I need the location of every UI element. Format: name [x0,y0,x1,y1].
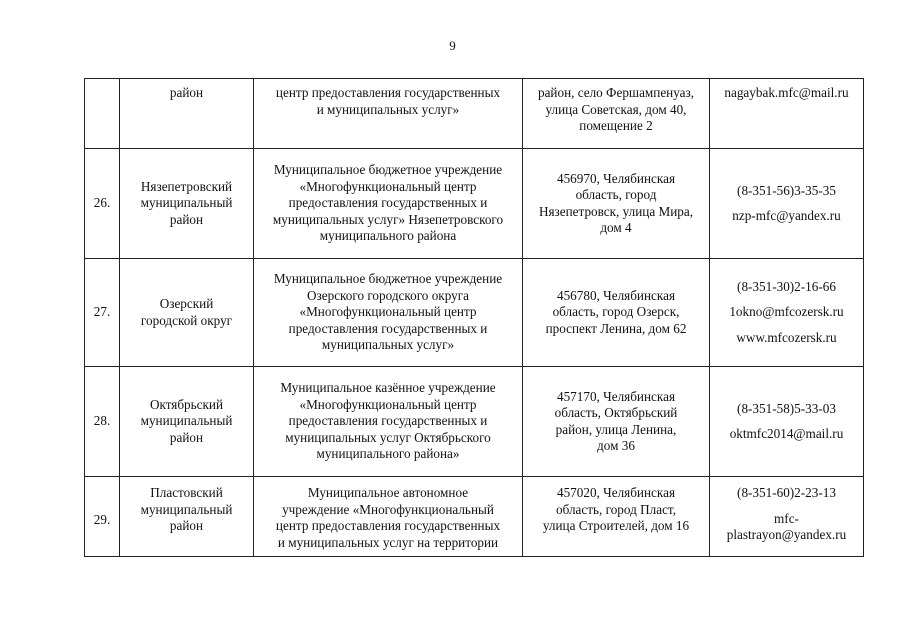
table-row [85,149,864,259]
organization-line: «Многофункциональный центр [299,396,477,412]
organization-line: Муниципальное бюджетное учреждение [273,271,503,287]
address-line: область, город Пласт, [556,501,676,517]
district-cell [120,149,254,259]
organization-line: «Многофункциональный центр [299,178,477,194]
district-line: муниципальный [140,413,233,429]
row-number: 26. [85,149,120,259]
table-row [85,477,864,557]
organization-cell [254,79,523,149]
organization-line: Муниципальное бюджетное учреждение [273,162,503,178]
address-cell [523,367,710,477]
phone-number: (8-351-60)2-23-13 [737,485,836,500]
address-cell [523,149,710,259]
address-line: область, город [575,187,657,202]
organization-line: центр предоставления государственных [275,85,501,100]
table-row [85,259,864,367]
address-cell [523,259,710,367]
organization-line: и муниципальных услуг на территории [277,534,499,550]
phone-number: (8-351-30)2-16-66 [737,278,836,294]
district-line: городской округ [140,312,233,328]
email-link[interactable]: mfc- [774,510,799,526]
district-line: Нязепетровский [140,178,233,194]
organization-line: предоставления государственных и [288,320,488,336]
district-line: район [169,518,204,533]
organization-line: Муниципальное казённое учреждение [280,380,496,396]
page-number: 9 [449,38,456,53]
table-row [85,79,864,149]
organization-line: муниципальных услуг» Нязепетровского [272,211,504,227]
address-line: проспект Ленина, дом 62 [545,320,687,336]
address-cell [523,477,710,557]
contacts-cell [710,367,864,477]
address-line: район, село Фершампенуаз, [537,85,695,100]
email-link[interactable]: nzp-mfc@yandex.ru [732,208,841,223]
address-line: улица Строителей, дом 16 [542,518,690,533]
address-line: 456970, Челябинская [556,170,676,186]
district-line: район [169,211,204,227]
district-line: Пластовский [150,485,223,500]
email-link[interactable]: plastrayon@yandex.ru [726,527,847,542]
phone-number: (8-351-58)5-33-03 [737,400,836,416]
organization-line: Муниципальное автономное [307,485,469,500]
address-cell [523,79,710,149]
organization-line: центр предоставления государственных [275,518,501,533]
row-number: 28. [85,367,120,477]
contacts-cell [710,149,864,259]
district-line: район [169,85,204,100]
phone-number: (8-351-56)3-35-35 [737,182,836,198]
address-line: помещение 2 [579,118,653,133]
district-cell [120,259,254,367]
district-line: Октябрьский [149,396,224,412]
address-line: район, улица Ленина, [555,421,677,437]
organization-cell [254,259,523,367]
organization-line: муниципального района [319,228,457,244]
address-line: дом 4 [600,220,632,235]
organization-line: учреждение «Многофункциональный [282,501,494,517]
organization-cell [254,477,523,557]
contacts-cell [710,259,864,367]
contacts-cell [710,79,864,149]
address-line: дом 36 [597,438,635,453]
organization-cell [254,367,523,477]
row-number: 29. [85,477,120,557]
mfc-registry-table [84,78,864,557]
address-line: 457170, Челябинская [556,388,676,404]
organization-line: предоставления государственных и [288,195,488,211]
organization-line: «Многофункциональный центр [299,304,477,320]
contacts-cell [710,477,864,557]
district-line: район [169,429,204,445]
email-link[interactable]: nagaybak.mfc@mail.ru [724,85,849,100]
table-row [85,367,864,477]
organization-line: и муниципальных услуг» [316,101,460,117]
website-link[interactable]: www.mfcozersk.ru [736,329,837,345]
district-cell [120,367,254,477]
organization-line: Озерского городского округа [307,287,469,303]
address-line: область, Октябрьский [554,405,678,420]
address-line: 457020, Челябинская [556,485,676,500]
district-line: муниципальный [140,501,233,517]
address-line: 456780, Челябинская [556,287,676,303]
district-line: муниципальный [140,195,233,211]
organization-cell [254,149,523,259]
email-link[interactable]: oktmfc2014@mail.ru [729,426,844,441]
address-line: Нязепетровск, улица Мира, [538,203,694,219]
address-line: улица Советская, дом 40, [545,101,687,117]
row-number [85,79,120,149]
district-cell [120,477,254,557]
organization-line: муниципальных услуг Октябрьского [285,429,491,445]
address-line: область, город Озерск, [552,304,680,320]
email-link[interactable]: 1okno@mfcozersk.ru [729,304,844,320]
district-cell [120,79,254,149]
organization-line: муниципальных услуг» [321,337,455,353]
row-number: 27. [85,259,120,367]
organization-line: муниципального района» [316,446,460,462]
organization-line: предоставления государственных и [288,413,488,429]
district-line: Озерский [159,296,214,311]
